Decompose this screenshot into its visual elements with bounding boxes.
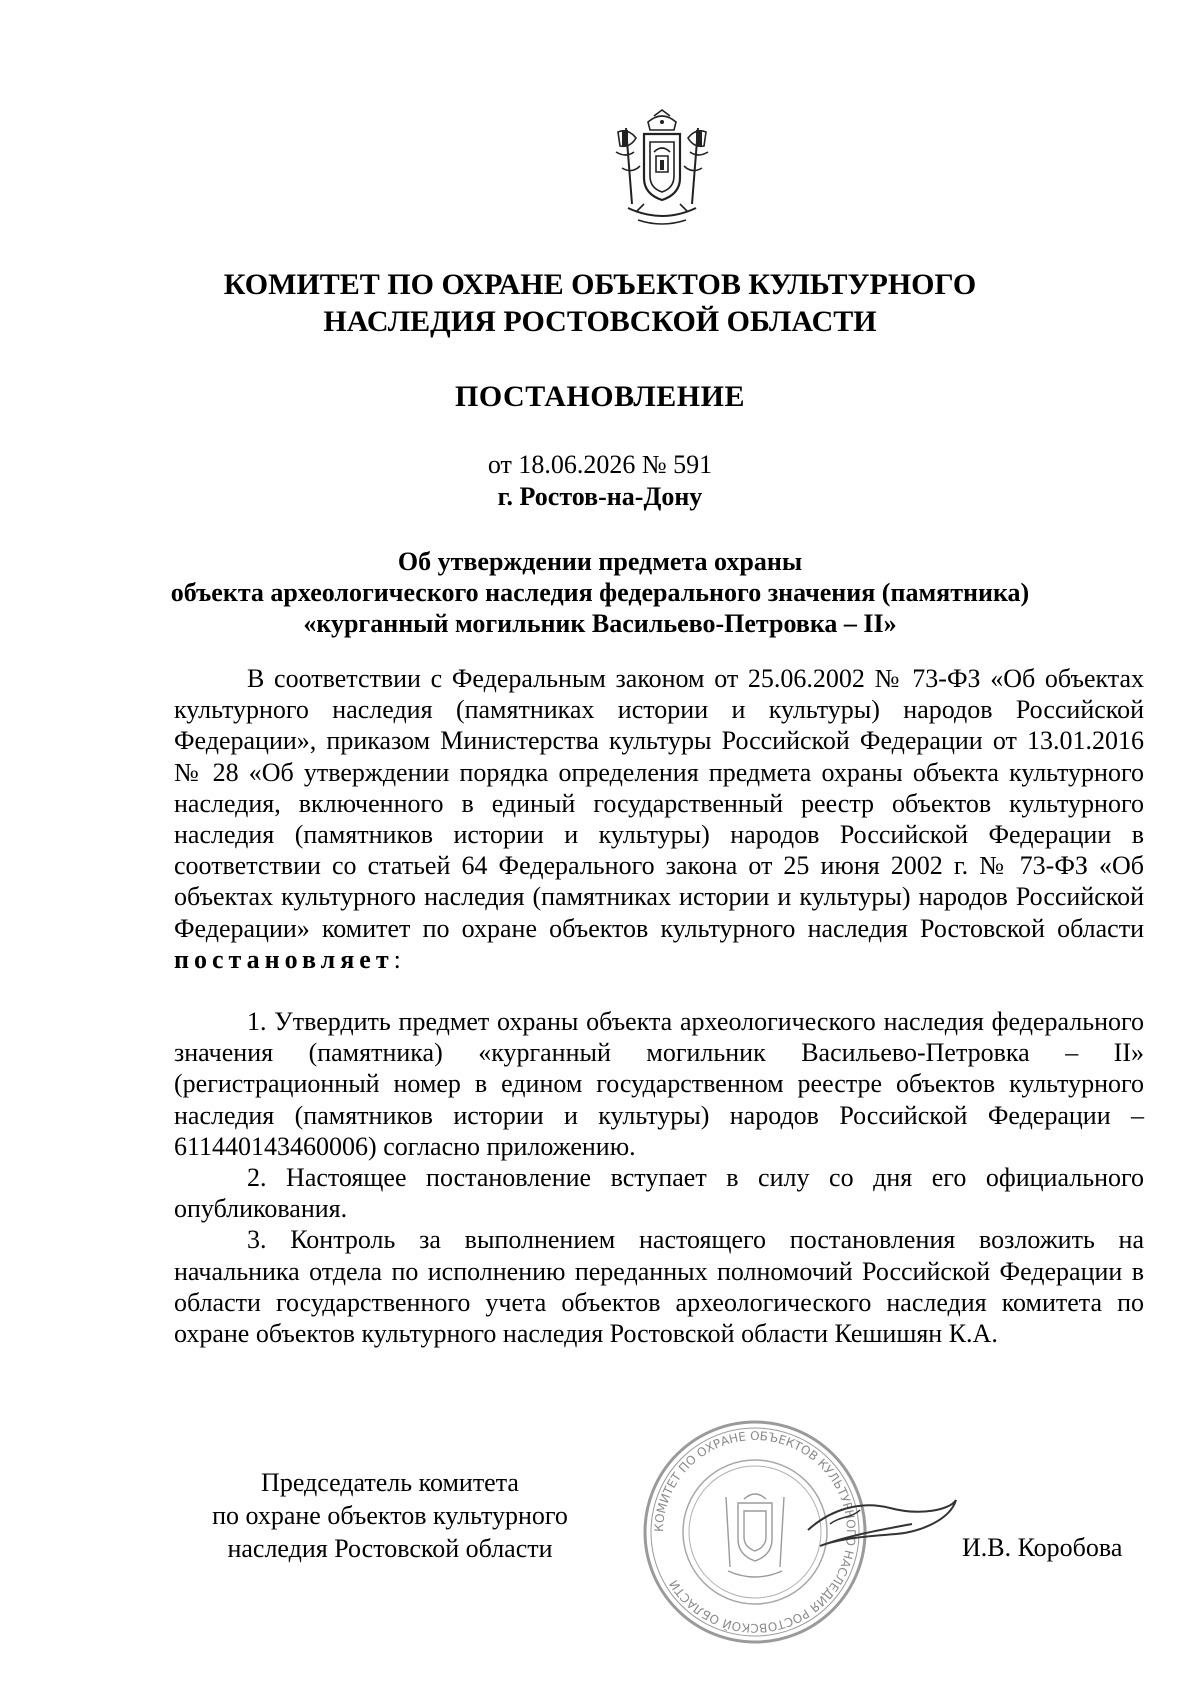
signatory-position-line-1: Председатель комитета [261,1468,519,1497]
organization-name [130,266,1070,340]
clause-2: 2. Настоящее постановление вступает в силу со дня его официального опубликования. [174,1163,1144,1224]
organization-name-line-2: НАСЛЕДИЯ РОСТОВСКОЙ ОБЛАСТИ [323,305,877,338]
organization-name-line-1: КОМИТЕТ ПО ОХРАНЕ ОБЪЕКТОВ КУЛЬТУРНОГО [223,268,977,301]
document-body [174,663,1144,1349]
signatory-name: И.В. Коробова [962,1533,1123,1562]
preamble-paragraph [174,663,1144,975]
seal-ring-text: КОМИТЕТ ПО ОХРАНЕ ОБЪЕКТОВ КУЛЬТУРНОГО НАСЛЕДИЯ РОСТОВСКОЙ ОБЛАСТИ [651,1428,859,1636]
signatory-position-line-2: по охране объектов культурного [212,1501,568,1530]
signatory-position [170,1466,610,1565]
document-title-line-3: «курганный могильник Васильево-Петровка – II» [303,609,897,638]
clause-3: 3. Контроль за выполнением настоящего постановления возложить на начальника отдела по исполнению переданных полномочий Российской Федерации в области государственного учета объектов археологического наследия комитета по охране объектов культурного наследия Ростовской области Кешишян К.А. [174,1225,1144,1349]
document-title [130,546,1070,639]
document-title-line-1: Об утверждении предмета охраны [397,547,803,576]
document-date-number: от 18.06.2026 № 591 [487,450,713,479]
handwritten-signature [800,1480,960,1560]
document-city: г. Ростов-на-Дону [497,482,703,511]
preamble-text: В соответствии с Федеральным законом от 25.06.2002 № 73-ФЗ «Об объектах культурного наследия (памятниках истории и культуры) народов Российской Федерации», приказом Министерства культуры Российской Федерации от 13.01.2016 № 28 «Об утверждении порядка определения предмета охраны объекта культурного наследия, включенного в единый государственный реестр объектов культурного наследия (памятников истории и культуры) народов Российской Федерации в соответствии со статьей 64 Федерального закона от 25 июня 2002 г. № 73-ФЗ «Об объектах культурного наследия (памятниках истории и культуры) народов Российской Федерации» комитет по охране объектов культурного наследия Ростовской области [174,664,1144,943]
document-type: ПОСТАНОВЛЕНИЕ [455,380,745,413]
coat-of-arms-emblem [608,108,716,230]
signatory-position-line-3: наследия Ростовской области [227,1534,553,1563]
document-title-line-2: объекта археологического наследия федерального значения (памятника) [170,578,1030,607]
clause-1: 1. Утвердить предмет охраны объекта археологического наследия федерального значения (памятника) «курганный могильник Васильево-Петровка – II» (регистрационный номер в едином государственном реестре объектов культурного наследия (памятников истории и культуры) народов Российской Федерации – 611440143460006) согласно приложению. [174,1007,1144,1161]
resolves-punctuation: : [393,944,401,974]
resolves-word: постановляет [174,944,394,974]
